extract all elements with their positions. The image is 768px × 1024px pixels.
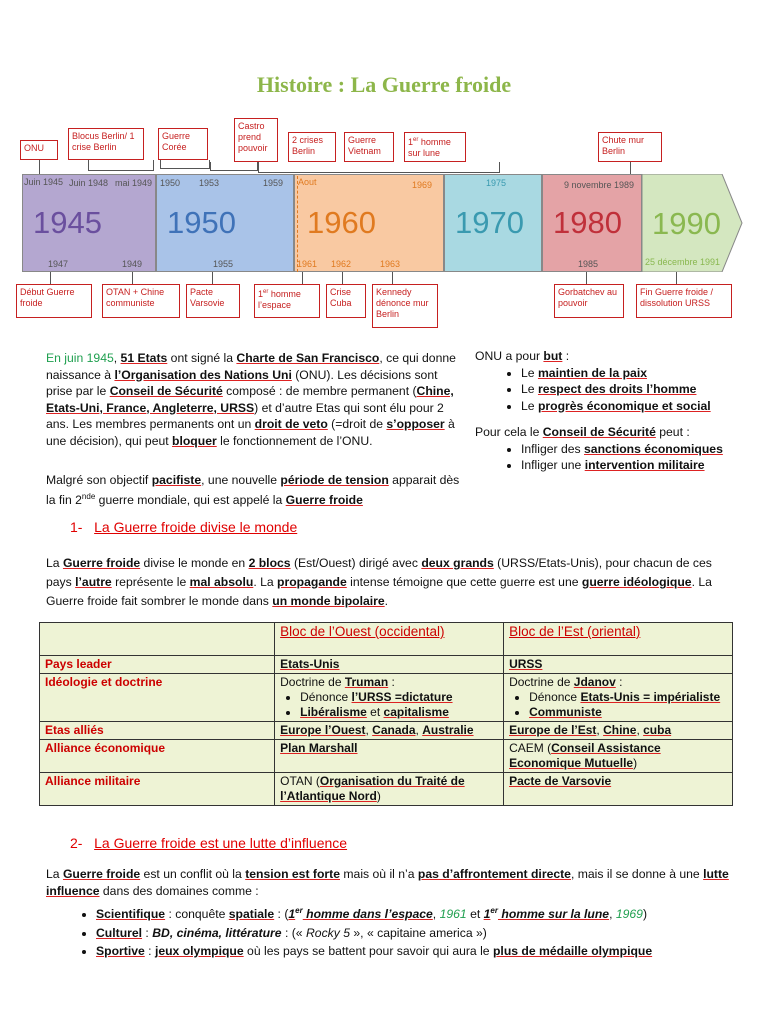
- keyword: Chine: [603, 723, 637, 737]
- text: . La Guerre froide fait sombrer le monde dans: [46, 575, 712, 608]
- event-varsovie: Pacte Varsovie: [186, 284, 240, 318]
- doctrine-list: [509, 690, 727, 720]
- text: , une nouvelle: [201, 473, 281, 487]
- segment-1950: [156, 174, 294, 272]
- date-label: 1975: [486, 178, 507, 188]
- table-cell: [275, 773, 504, 806]
- year: 1961: [439, 907, 467, 922]
- onu-goals-list: [475, 365, 755, 415]
- text: intense témoigne que cette guerre est une: [346, 575, 582, 589]
- date-label: 1950: [160, 178, 181, 188]
- date-label: Juin 1945: [24, 177, 64, 187]
- list-item: [529, 705, 727, 720]
- text: : (: [274, 907, 289, 922]
- influence-list: [46, 903, 746, 960]
- table-row: [40, 740, 733, 773]
- keyword: Truman: [344, 675, 389, 689]
- table-header-cell: Bloc de l’Ouest (occidental): [275, 623, 504, 656]
- keyword: Scientifique: [96, 907, 166, 922]
- text: où les pays se battent pour savoir qui aura le: [243, 944, 493, 959]
- section-number: 1-: [70, 519, 83, 535]
- connector: [392, 272, 393, 284]
- date-label: 1962: [331, 259, 352, 269]
- text: :: [562, 349, 570, 363]
- segment-year: 1970: [455, 205, 524, 240]
- list-item: [521, 365, 755, 382]
- text: mais où il n’a: [340, 867, 418, 881]
- doctrine-list: [280, 690, 498, 720]
- list-item: [521, 457, 755, 474]
- text: », « capitaine america »): [350, 925, 487, 940]
- text: Infliger des: [521, 441, 585, 456]
- date-label: 1969: [412, 180, 433, 190]
- text: Le: [521, 365, 538, 380]
- text: Infliger une: [521, 458, 585, 472]
- date-label: Aout: [298, 177, 317, 187]
- date-label: 9 novembre 1989: [564, 180, 635, 190]
- connector: [676, 272, 677, 284]
- onu-goals-intro: [475, 348, 755, 365]
- date-label: 1955: [213, 259, 234, 269]
- keyword: Culturel: [96, 925, 143, 940]
- text: , ce qui donne naissance à: [46, 351, 456, 382]
- table-header-cell: [40, 623, 275, 656]
- event-onu: ONU: [20, 140, 58, 160]
- keyword: Conseil Assistance Economique Mutuelle: [509, 741, 661, 770]
- table-cell: [275, 656, 504, 674]
- segment-year: 1990: [652, 206, 721, 241]
- date-label: mai 1949: [115, 178, 153, 188]
- keyword: Canada: [372, 723, 416, 737]
- text: Le: [521, 382, 538, 396]
- keyword: propagande: [277, 575, 347, 589]
- keyword: l’URSS =dictature: [351, 690, 453, 704]
- text: :: [144, 944, 155, 959]
- keyword: homme sur la lune: [497, 907, 610, 922]
- text: :: [615, 675, 623, 689]
- event-coree: Guerre Corée: [158, 128, 208, 160]
- keyword: Pacte de Varsovie: [509, 774, 612, 788]
- text: Doctrine de: [280, 675, 345, 689]
- keyword: l’Organisation des Nations Uni: [114, 367, 292, 382]
- page-title: Histoire : La Guerre froide: [256, 72, 512, 97]
- list-item: [300, 705, 498, 720]
- connector: [39, 160, 40, 174]
- table-cell: [275, 740, 504, 773]
- intro-paragraph-2: [46, 472, 466, 508]
- table-cell: [504, 674, 733, 722]
- row-label: Alliance économique: [40, 740, 275, 773]
- keyword: guerre idéologique: [581, 575, 692, 589]
- table-cell: [504, 740, 733, 773]
- text: est un conflit où la: [140, 867, 246, 881]
- text: ,: [609, 907, 616, 922]
- keyword: un monde bipolaire: [272, 594, 385, 608]
- influence-list-wrap: [46, 903, 746, 960]
- text: le fonctionnement de l’ONU.: [216, 433, 373, 448]
- text: ,: [432, 907, 440, 922]
- keyword: 51 Etats: [120, 351, 168, 365]
- keyword: spatiale: [228, 907, 275, 922]
- text: :: [388, 675, 395, 689]
- text: Pour cela le: [475, 425, 543, 439]
- table-cell: [504, 656, 733, 674]
- connector: [630, 162, 631, 174]
- keyword: Charte de San Francisco: [236, 351, 380, 365]
- text: composé : de membre permanent (: [222, 384, 417, 398]
- list-item: [521, 441, 755, 458]
- text: ont signé la: [167, 351, 237, 365]
- text: (ONU). Les décisions sont prise par le: [46, 367, 438, 398]
- segment-year: 1950: [167, 205, 236, 240]
- text: La: [46, 867, 63, 881]
- connector: [212, 272, 213, 284]
- keyword: Europe de l’Est: [509, 723, 597, 737]
- segment-1970: [444, 174, 542, 272]
- keyword: Jdanov: [573, 675, 616, 689]
- keyword: mal absolu: [189, 575, 254, 589]
- date-label: 1985: [578, 259, 599, 269]
- event-debut: Début Guerre froide: [16, 284, 92, 318]
- text: Malgré son objectif: [46, 473, 152, 487]
- blocs-table: [39, 622, 733, 806]
- dashed-marker: [297, 176, 298, 272]
- table-cell: Europe l’Ouest, Canada, Australie: [275, 722, 504, 740]
- table-row: [40, 773, 733, 806]
- text: apparait dès la fin 2: [46, 473, 460, 507]
- keyword: pacifiste: [151, 473, 202, 487]
- keyword: Guerre froide: [285, 492, 363, 507]
- text: guerre mondiale, qui est appelé la: [95, 492, 286, 507]
- list-item: [96, 925, 746, 942]
- keyword: respect des droits l’homme: [537, 382, 697, 396]
- date-label: 1947: [48, 259, 69, 269]
- conseil-list: [475, 441, 755, 474]
- row-label: Idéologie et doctrine: [40, 674, 275, 722]
- text: (Est/Ouest) dirigé avec: [290, 556, 422, 570]
- table-header-cell: Bloc de l’Est (oriental): [504, 623, 733, 656]
- text: (=droit de: [327, 417, 387, 431]
- event-fin: Fin Guerre froide / dissolution URSS: [636, 284, 732, 318]
- text: ): [642, 907, 648, 922]
- text: La: [46, 556, 63, 570]
- event-gorbatchev: Gorbatchev au pouvoir: [554, 284, 624, 318]
- segment-year: 1945: [33, 205, 102, 240]
- section-title: La Guerre froide est une lutte d’influence: [94, 835, 348, 851]
- keyword: sanctions économiques: [584, 441, 723, 456]
- keyword: Europe l’Ouest: [280, 723, 366, 737]
- keyword: capitalisme: [383, 705, 449, 719]
- keyword: Conseil de Sécurité: [542, 425, 656, 439]
- connector: [342, 272, 343, 284]
- date-label: 1949: [122, 259, 143, 269]
- text: divise le monde en: [140, 556, 249, 570]
- keyword: lutte influence: [46, 867, 729, 898]
- event-blocus: Blocus Berlin/ 1 crise Berlin: [68, 128, 144, 160]
- section-2-heading: [70, 835, 347, 851]
- event-chute-mur: Chute mur Berlin: [598, 132, 662, 162]
- text: à une décision), qui peut: [46, 417, 455, 448]
- text: ONU a pour: [475, 349, 544, 363]
- date-label: 1961: [297, 259, 318, 269]
- keyword: Plan Marshall: [280, 741, 358, 755]
- onu-goals: [475, 348, 755, 474]
- row-label: Pays leader: [40, 656, 275, 674]
- date-label: 1963: [380, 259, 401, 269]
- segment-year: 1960: [307, 205, 376, 240]
- connector: [132, 272, 133, 284]
- keyword: jeux olympique: [154, 944, 244, 959]
- event-espace: 1er homme l’espace: [254, 284, 320, 318]
- keyword: 1: [483, 907, 491, 922]
- keyword: cuba: [643, 723, 672, 737]
- row-label: Alliance militaire: [40, 773, 275, 806]
- connector: [210, 162, 258, 171]
- keyword: bloquer: [172, 433, 217, 448]
- text: . La: [253, 575, 278, 589]
- keyword: 2 blocs: [248, 556, 291, 570]
- keyword: but: [543, 349, 563, 363]
- date-label: Juin 1948: [69, 178, 109, 188]
- keyword: intervention militaire: [584, 458, 705, 472]
- keyword: homme dans l’espace: [302, 907, 433, 922]
- connector: [88, 160, 154, 171]
- text: Le: [521, 398, 538, 413]
- date-label: 25 décembre 1991: [645, 257, 721, 267]
- row-label: Etas alliés: [40, 722, 275, 740]
- superscript: er: [490, 906, 498, 915]
- keyword: Chine, Etats-Uni, France, Angleterre, URSS: [46, 384, 454, 415]
- keyword: 1: [288, 907, 296, 922]
- list-item: [521, 381, 755, 398]
- list-item: [96, 903, 746, 923]
- section-2-paragraph: [46, 866, 736, 899]
- conseil-line: [475, 424, 755, 441]
- list-item: [96, 943, 746, 960]
- text: , mais il se donne à une: [570, 867, 704, 881]
- text: ) et d’autre Etas qui sont élu pour 2 ans. Les membres permanents ont un: [46, 400, 444, 431]
- text: Doctrine de: [509, 675, 574, 689]
- keyword: pas d’affrontement directe: [417, 867, 571, 881]
- table-header-row: [40, 623, 733, 656]
- text: CAEM (: [509, 741, 552, 755]
- date-label: 1953: [199, 178, 220, 188]
- intro-paragraph: [46, 350, 458, 449]
- keyword: tension est forte: [245, 867, 340, 881]
- keyword: URSS: [509, 657, 543, 671]
- keyword: Etats-Unis: [280, 657, 340, 671]
- text: .: [384, 594, 389, 608]
- text: représente le: [111, 575, 190, 589]
- table-row: [40, 656, 733, 674]
- event-crises-berlin: 2 crises Berlin: [288, 132, 336, 162]
- section-1-paragraph: [46, 554, 736, 611]
- table-cell: [275, 674, 504, 722]
- keyword: deux grands: [421, 556, 494, 570]
- date-label: 1959: [263, 178, 284, 188]
- superscript: nde: [81, 491, 96, 501]
- keyword: Organisation du Traité de l’Atlantique Nord: [280, 774, 465, 803]
- list-item: [521, 398, 755, 415]
- text: (URSS/Etats-Unis), pour chacun de ces pays: [46, 556, 712, 589]
- list-item: [529, 690, 727, 705]
- text: : conquête: [165, 907, 229, 922]
- text: peut :: [655, 425, 690, 439]
- connector: [586, 272, 587, 284]
- segment-1945: [22, 174, 156, 272]
- connector: [50, 272, 51, 284]
- event-cuba: Crise Cuba: [326, 284, 366, 318]
- text: ,: [113, 351, 121, 365]
- table-row: [40, 722, 733, 740]
- table-row: [40, 674, 733, 722]
- keyword: Conseil de Sécurité: [109, 384, 223, 398]
- keyword: Sportive: [96, 944, 145, 959]
- event-kennedy: Kennedy dénonce mur Berlin: [372, 284, 438, 328]
- date-highlight: En juin 1945: [46, 351, 114, 365]
- text: OTAN (: [280, 774, 320, 788]
- keyword: Australie: [422, 723, 474, 737]
- section-title: La Guerre froide divise le monde: [94, 519, 298, 535]
- keyword: maintien de la paix: [537, 365, 647, 380]
- keyword: période de tension: [280, 473, 389, 487]
- text: Rocky 5: [305, 925, 351, 940]
- keyword: l’autre: [75, 575, 112, 589]
- keyword: droit de veto: [254, 417, 328, 431]
- event-otan: OTAN + Chine communiste: [102, 284, 180, 318]
- superscript: er: [295, 906, 303, 915]
- text: Dénonce: [529, 690, 581, 704]
- list-item: [300, 690, 498, 705]
- keyword: Libéralisme: [300, 705, 367, 719]
- connector: [258, 162, 500, 173]
- text: Dénonce: [300, 690, 352, 704]
- table-cell: [504, 773, 733, 806]
- connector: [302, 272, 303, 284]
- keyword: Communiste: [529, 705, 602, 719]
- event-castro: Castro prend pouvoir: [234, 118, 278, 162]
- year: 1969: [615, 907, 643, 922]
- section-1-heading: [70, 519, 297, 535]
- text: ): [376, 789, 381, 803]
- keyword: Guerre froide: [62, 867, 141, 881]
- text: et: [466, 907, 484, 922]
- table-cell: Europe de l’Est, Chine, cuba: [504, 722, 733, 740]
- text: :: [142, 925, 153, 940]
- event-lune: 1er homme sur lune: [404, 132, 466, 162]
- section-number: 2-: [70, 835, 83, 851]
- text: dans des domaines comme :: [99, 883, 259, 898]
- text: et: [366, 705, 384, 719]
- text: : («: [281, 925, 306, 940]
- keyword: Guerre froide: [62, 556, 141, 570]
- keyword: progrès économique et social: [537, 398, 711, 413]
- keyword: plus de médaille olympique: [492, 944, 653, 959]
- text: ): [633, 756, 638, 770]
- keyword: Etats-Unis = impérialiste: [580, 690, 721, 704]
- connector: [160, 160, 210, 169]
- event-vietnam: Guerre Vietnam: [344, 132, 394, 162]
- text: BD, cinéma, littérature: [152, 925, 282, 940]
- segment-year: 1980: [553, 205, 622, 240]
- keyword: s’opposer: [386, 417, 445, 431]
